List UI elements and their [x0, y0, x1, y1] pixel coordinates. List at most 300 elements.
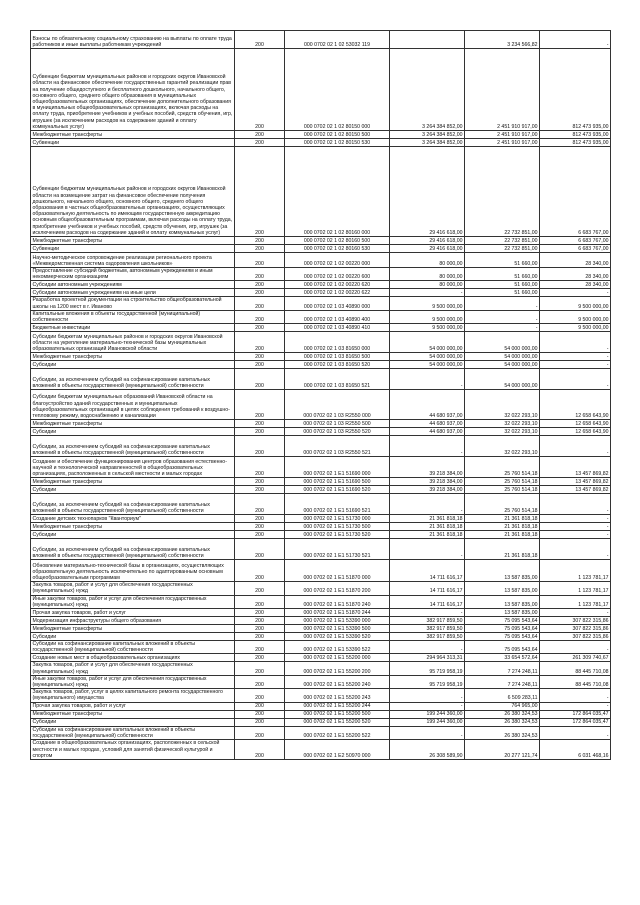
row-executed-cell: 75 095 543,64	[465, 641, 540, 654]
row-classification-cell: 000 0702 02 1 E1 51870 200	[285, 582, 390, 595]
table-row	[31, 609, 611, 617]
row-unexecuted-cell: 172 864 035,47	[540, 710, 611, 718]
row-unexecuted-cell: 1 123 781,17	[540, 595, 611, 608]
row-name-cell: Субсидии	[31, 531, 235, 539]
row-code-cell: 200	[235, 420, 285, 428]
row-executed-cell: 22 732 851,00	[465, 245, 540, 253]
table-row	[31, 486, 611, 494]
row-code-cell: 200	[235, 245, 285, 253]
row-executed-cell: 21 361 818,18	[465, 539, 540, 560]
row-name-cell: Межбюджетные трансферты	[31, 353, 235, 361]
row-name-cell: Бюджетные инвестиции	[31, 324, 235, 332]
row-unexecuted-cell: 12 658 643,90	[540, 420, 611, 428]
row-executed-cell: 2 451 910 917,00	[465, 131, 540, 139]
row-executed-cell: 26 380 324,53	[465, 726, 540, 739]
row-name-cell: Субсидии бюджетам муниципальных образований Ивановской области на благоустройство зданий государственных и муниципальных общеобразовательных организаций в целях соблюдения требований к воздушно-тепловому режиму, водоснабжению и канализации	[31, 390, 235, 420]
row-executed-cell: 32 022 293,10	[465, 428, 540, 436]
row-approved-cell: -	[390, 726, 465, 739]
table-row	[31, 654, 611, 662]
row-classification-cell: 000 0702 02 1 03 R2550 500	[285, 420, 390, 428]
row-approved-cell: 199 244 360,00	[390, 710, 465, 718]
row-approved-cell: 21 361 818,18	[390, 515, 465, 523]
row-code-cell: 200	[235, 582, 285, 595]
row-classification-cell: 000 0702 02 1 E1 53390 500	[285, 625, 390, 633]
row-code-cell: 200	[235, 633, 285, 641]
row-unexecuted-cell: 13 457 869,82	[540, 486, 611, 494]
row-executed-cell: 6 509 283,11	[465, 689, 540, 702]
row-name-cell: Предоставление субсидий бюджетным, автономным учреждениям и иным некоммерческим организациям	[31, 268, 235, 281]
row-executed-cell: 75 095 543,64	[465, 633, 540, 641]
row-name-cell: Субсидии	[31, 361, 235, 369]
row-unexecuted-cell: 1 123 781,17	[540, 560, 611, 582]
row-approved-cell: 9 500 000,00	[390, 297, 465, 310]
row-classification-cell: 000 0702 02 1 E1 53390 522	[285, 641, 390, 654]
row-name-cell: Субсидии	[31, 486, 235, 494]
row-code-cell: 200	[235, 297, 285, 310]
row-approved-cell: 382 917 859,50	[390, 617, 465, 625]
table-row	[31, 281, 611, 289]
row-unexecuted-cell: 6 683 767,00	[540, 245, 611, 253]
row-unexecuted-cell: 28 340,00	[540, 253, 611, 268]
row-approved-cell: 44 680 937,00	[390, 420, 465, 428]
budget-execution-table	[30, 30, 611, 760]
row-code-cell: 200	[235, 237, 285, 245]
row-classification-cell: 000 0702 02 1 E1 55200 522	[285, 726, 390, 739]
row-name-cell: Создание и обеспечение функционирования центров образования естественно-научной и технологической направленностей в общеобразовательных организациях, расположенных в сельской местности и малых городах	[31, 457, 235, 478]
row-classification-cell: 000 0702 02 1 03 81650 521	[285, 369, 390, 390]
row-code-cell: 200	[235, 625, 285, 633]
row-unexecuted-cell: -	[540, 609, 611, 617]
row-code-cell: 200	[235, 689, 285, 702]
row-name-cell: Межбюджетные трансферты	[31, 523, 235, 531]
row-classification-cell: 000 0702 02 1 E1 51870 000	[285, 560, 390, 582]
row-executed-cell: 764 965,00	[465, 702, 540, 710]
table-row	[31, 324, 611, 332]
row-code-cell: 200	[235, 641, 285, 654]
row-unexecuted-cell: 172 864 035,47	[540, 718, 611, 726]
row-executed-cell: 51 660,00	[465, 289, 540, 297]
row-unexecuted-cell: 28 340,00	[540, 268, 611, 281]
row-executed-cell: 75 095 543,64	[465, 625, 540, 633]
row-executed-cell: 21 361 818,18	[465, 531, 540, 539]
row-unexecuted-cell: -	[540, 31, 611, 49]
row-approved-cell: 29 416 618,00	[390, 237, 465, 245]
table-row	[31, 436, 611, 457]
row-unexecuted-cell: 13 457 869,82	[540, 457, 611, 478]
row-code-cell: 200	[235, 324, 285, 332]
row-name-cell: Межбюджетные трансферты	[31, 420, 235, 428]
row-classification-cell: 000 0702 02 1 E1 55200 200	[285, 662, 390, 675]
row-approved-cell: 14 711 616,17	[390, 595, 465, 608]
table-row	[31, 641, 611, 654]
document-page	[30, 30, 610, 760]
row-name-cell: Межбюджетные трансферты	[31, 131, 235, 139]
row-unexecuted-cell: -	[540, 353, 611, 361]
row-name-cell: Прочая закупка товаров, работ и услуг	[31, 609, 235, 617]
row-approved-cell: -	[390, 369, 465, 390]
row-classification-cell: 000 0702 02 1 03 40890 410	[285, 324, 390, 332]
row-approved-cell: -	[390, 641, 465, 654]
row-name-cell: Межбюджетные трансферты	[31, 237, 235, 245]
row-code-cell: 200	[235, 310, 285, 323]
row-classification-cell: 000 0702 02 1 02 80150 000	[285, 49, 390, 131]
row-classification-cell: 000 0702 02 1 02 80160 530	[285, 245, 390, 253]
row-unexecuted-cell: 307 822 315,86	[540, 625, 611, 633]
row-code-cell: 200	[235, 702, 285, 710]
table-row	[31, 662, 611, 675]
row-name-cell: Создание детских технопарков "Кванториум"	[31, 515, 235, 523]
row-classification-cell: 000 0702 02 1 E1 53390 520	[285, 633, 390, 641]
table-row	[31, 689, 611, 702]
row-code-cell: 200	[235, 523, 285, 531]
row-unexecuted-cell: 6 683 767,00	[540, 237, 611, 245]
row-code-cell: 200	[235, 478, 285, 486]
row-approved-cell: 294 964 313,31	[390, 654, 465, 662]
table-row	[31, 131, 611, 139]
row-executed-cell: 33 654 572,64	[465, 654, 540, 662]
row-unexecuted-cell: -	[540, 539, 611, 560]
table-row	[31, 428, 611, 436]
table-row	[31, 147, 611, 237]
row-unexecuted-cell: 307 822 315,86	[540, 617, 611, 625]
table-row	[31, 625, 611, 633]
row-unexecuted-cell: 9 500 000,00	[540, 310, 611, 323]
row-code-cell: 200	[235, 353, 285, 361]
table-row	[31, 633, 611, 641]
row-approved-cell: -	[390, 702, 465, 710]
row-executed-cell: 26 380 324,53	[465, 718, 540, 726]
row-code-cell: 200	[235, 139, 285, 147]
row-name-cell: Субсидии, за исключением субсидий на софинансирование капитальных вложений в объекты государственной (муниципальной) собственности	[31, 494, 235, 515]
row-executed-cell: 2 451 910 917,00	[465, 49, 540, 131]
row-name-cell: Закупка товаров, работ и услуг для обеспечения государственных (муниципальных) нужд	[31, 582, 235, 595]
row-executed-cell: 32 022 293,10	[465, 390, 540, 420]
table-row	[31, 332, 611, 353]
table-row	[31, 718, 611, 726]
row-classification-cell: 000 0702 02 1 E1 55200 520	[285, 718, 390, 726]
table-row	[31, 617, 611, 625]
table-row	[31, 740, 611, 760]
row-classification-cell: 000 0702 02 1 E1 53390 000	[285, 617, 390, 625]
row-name-cell: Закупка товаров, работ, услуг в целях капитального ремонта государственного (муниципального) имущества	[31, 689, 235, 702]
row-approved-cell: 39 218 384,00	[390, 478, 465, 486]
row-classification-cell: 000 0702 02 1 E1 55200 000	[285, 654, 390, 662]
row-executed-cell: 13 587 835,00	[465, 560, 540, 582]
row-classification-cell: 000 0702 02 1 02 00220 600	[285, 268, 390, 281]
row-unexecuted-cell: 812 473 935,00	[540, 139, 611, 147]
row-executed-cell: 13 587 835,00	[465, 582, 540, 595]
table-row	[31, 49, 611, 131]
row-approved-cell: -	[390, 539, 465, 560]
row-classification-cell: 000 0702 02 1 E1 51870 240	[285, 595, 390, 608]
row-code-cell: 200	[235, 531, 285, 539]
row-code-cell: 200	[235, 281, 285, 289]
row-code-cell: 200	[235, 675, 285, 688]
row-unexecuted-cell: -	[540, 494, 611, 515]
row-unexecuted-cell: 13 457 869,82	[540, 478, 611, 486]
row-executed-cell: 25 760 514,18	[465, 486, 540, 494]
row-approved-cell: -	[390, 289, 465, 297]
row-approved-cell: 29 416 618,00	[390, 245, 465, 253]
row-executed-cell: 26 380 324,53	[465, 710, 540, 718]
row-unexecuted-cell: 12 658 643,90	[540, 428, 611, 436]
row-approved-cell: 95 719 958,19	[390, 675, 465, 688]
row-unexecuted-cell: 12 658 643,90	[540, 390, 611, 420]
row-classification-cell: 000 0702 02 1 E1 51730 521	[285, 539, 390, 560]
row-approved-cell: 3 264 384 852,00	[390, 139, 465, 147]
row-code-cell: 200	[235, 486, 285, 494]
row-unexecuted-cell: 88 445 710,08	[540, 662, 611, 675]
table-row	[31, 582, 611, 595]
row-classification-cell: 000 0702 02 1 E1 51690 521	[285, 494, 390, 515]
row-classification-cell: 000 0702 02 1 02 80150 500	[285, 131, 390, 139]
row-name-cell: Создание новых мест в общеобразовательных организациях	[31, 654, 235, 662]
row-approved-cell: 26 308 589,90	[390, 740, 465, 760]
row-unexecuted-cell: -	[540, 531, 611, 539]
row-classification-cell: 000 0702 02 1 02 00220 620	[285, 281, 390, 289]
row-name-cell: Научно-методическое сопровождение реализации регионального проекта «Межведомственная система оздоровления школьников»	[31, 253, 235, 268]
row-classification-cell: 000 0702 02 1 E2 50970 000	[285, 740, 390, 760]
row-approved-cell: 54 000 000,00	[390, 332, 465, 353]
row-unexecuted-cell: 812 473 935,00	[540, 49, 611, 131]
row-approved-cell: 14 711 616,17	[390, 560, 465, 582]
row-unexecuted-cell: -	[540, 515, 611, 523]
row-code-cell: 200	[235, 361, 285, 369]
row-approved-cell: 80 000,00	[390, 268, 465, 281]
row-code-cell: 200	[235, 515, 285, 523]
table-row	[31, 289, 611, 297]
row-unexecuted-cell: 1 123 781,17	[540, 582, 611, 595]
row-name-cell: Субсидии, за исключением субсидий на софинансирование капитальных вложений в объекты государственной (муниципальной) собственности	[31, 369, 235, 390]
row-name-cell: Межбюджетные трансферты	[31, 710, 235, 718]
row-classification-cell: 000 0702 02 1 02 00220 000	[285, 253, 390, 268]
row-classification-cell: 000 0702 02 1 E1 51690 500	[285, 478, 390, 486]
row-classification-cell: 000 0702 02 1 03 R2550 000	[285, 390, 390, 420]
table-row	[31, 539, 611, 560]
row-executed-cell: 13 587 835,00	[465, 595, 540, 608]
row-approved-cell: -	[390, 436, 465, 457]
table-row	[31, 253, 611, 268]
row-executed-cell: 22 732 851,00	[465, 237, 540, 245]
row-classification-cell: 000 0702 02 1 E1 51730 520	[285, 531, 390, 539]
row-approved-cell: 39 218 384,00	[390, 457, 465, 478]
table-row	[31, 369, 611, 390]
row-executed-cell: 25 760 514,18	[465, 494, 540, 515]
row-name-cell: Создание в общеобразовательных организациях, расположенных в сельской местности и малых городах, условий для занятий физической культурой и спортом	[31, 740, 235, 760]
row-classification-cell: 000 0702 02 1 E1 51730 000	[285, 515, 390, 523]
row-code-cell: 200	[235, 369, 285, 390]
row-name-cell: Капитальные вложения в объекты государственной (муниципальной) собственности	[31, 310, 235, 323]
row-name-cell: Субвенции	[31, 245, 235, 253]
row-unexecuted-cell: 812 473 935,00	[540, 131, 611, 139]
row-executed-cell: 20 277 121,74	[465, 740, 540, 760]
row-classification-cell: 000 0702 02 1 E1 51690 520	[285, 486, 390, 494]
row-name-cell: Взносы по обязательному социальному страхованию на выплаты по оплате труда работников и иные выплаты работникам учреждений	[31, 31, 235, 49]
row-executed-cell: 25 760 514,18	[465, 478, 540, 486]
row-approved-cell: 29 416 618,00	[390, 147, 465, 237]
row-name-cell: Обновление материально-технической базы в организациях, осуществляющих образовательную деятельность исключительно по адаптированным основным общеобразовательным программам	[31, 560, 235, 582]
row-unexecuted-cell: 9 500 000,00	[540, 324, 611, 332]
row-approved-cell: -	[390, 609, 465, 617]
row-approved-cell: 44 680 937,00	[390, 428, 465, 436]
row-unexecuted-cell: 88 445 710,08	[540, 675, 611, 688]
table-row	[31, 245, 611, 253]
row-executed-cell: 51 660,00	[465, 253, 540, 268]
row-approved-cell: -	[390, 494, 465, 515]
row-code-cell: 200	[235, 31, 285, 49]
row-executed-cell: 21 361 818,18	[465, 515, 540, 523]
row-code-cell: 200	[235, 654, 285, 662]
row-code-cell: 200	[235, 609, 285, 617]
row-code-cell: 200	[235, 740, 285, 760]
row-approved-cell: 9 500 000,00	[390, 324, 465, 332]
table-body	[31, 31, 611, 760]
table-row	[31, 297, 611, 310]
row-code-cell: 200	[235, 436, 285, 457]
row-name-cell: Субсидии	[31, 428, 235, 436]
row-approved-cell: 3 264 384 852,00	[390, 131, 465, 139]
row-executed-cell: 75 095 543,64	[465, 617, 540, 625]
row-code-cell: 200	[235, 49, 285, 131]
row-classification-cell: 000 0702 02 1 03 81650 520	[285, 361, 390, 369]
table-row	[31, 494, 611, 515]
row-unexecuted-cell: 307 822 315,86	[540, 633, 611, 641]
row-classification-cell: 000 0702 02 1 E1 55200 243	[285, 689, 390, 702]
row-approved-cell: 54 000 000,00	[390, 353, 465, 361]
row-unexecuted-cell: -	[540, 702, 611, 710]
row-code-cell: 200	[235, 710, 285, 718]
row-executed-cell: 54 000 000,00	[465, 353, 540, 361]
row-executed-cell: 3 234 566,82	[465, 31, 540, 49]
row-unexecuted-cell: -	[540, 726, 611, 739]
row-name-cell: Субвенции	[31, 139, 235, 147]
row-classification-cell: 000 0702 02 1 E1 55200 500	[285, 710, 390, 718]
row-classification-cell: 000 0702 02 1 E1 51690 000	[285, 457, 390, 478]
row-code-cell: 200	[235, 662, 285, 675]
row-code-cell: 200	[235, 494, 285, 515]
table-row	[31, 390, 611, 420]
table-row	[31, 353, 611, 361]
row-executed-cell: 7 274 248,11	[465, 662, 540, 675]
row-classification-cell: 000 0702 02 1 03 R2550 520	[285, 428, 390, 436]
row-executed-cell: 22 732 851,00	[465, 147, 540, 237]
row-code-cell: 200	[235, 147, 285, 237]
table-row	[31, 31, 611, 49]
table-row	[31, 531, 611, 539]
row-code-cell: 200	[235, 726, 285, 739]
row-classification-cell: 000 0702 02 1 03 R2550 521	[285, 436, 390, 457]
row-approved-cell: 54 000 000,00	[390, 361, 465, 369]
row-name-cell: Прочая закупка товаров, работ и услуг	[31, 702, 235, 710]
row-executed-cell: 21 361 818,18	[465, 523, 540, 531]
table-row	[31, 523, 611, 531]
row-executed-cell: -	[465, 324, 540, 332]
row-unexecuted-cell: -	[540, 332, 611, 353]
row-code-cell: 200	[235, 539, 285, 560]
row-name-cell: Субсидии автономным учреждениям на иные цели	[31, 289, 235, 297]
row-executed-cell: 32 022 293,10	[465, 436, 540, 457]
row-approved-cell: 382 917 859,50	[390, 633, 465, 641]
row-name-cell: Субсидии на софинансирование капитальных вложений в объекты государственной (муниципальной) собственности	[31, 641, 235, 654]
row-executed-cell: 51 660,00	[465, 281, 540, 289]
row-unexecuted-cell: -	[540, 523, 611, 531]
row-name-cell: Субвенции бюджетам муниципальных районов и городских округов Ивановской области на финансовое обеспечение государственных гарантий реализации прав на получение общедоступного и бесплатного дошкольного, начального общего, основного общего, среднего общего образования в муниципальных общеобразовательных организациях, обеспечение дополнительного образования в муниципальных общеобразовательных организациях, включая расходы на оплату труда, приобретение учебников и учебных пособий, средств обучения, игр, игрушек (за исключением расходов на содержание зданий и оплату коммунальных услуг)	[31, 49, 235, 131]
row-classification-cell: 000 0702 02 1 03 40890 000	[285, 297, 390, 310]
row-code-cell: 200	[235, 253, 285, 268]
row-unexecuted-cell: 28 340,00	[540, 281, 611, 289]
row-code-cell: 200	[235, 268, 285, 281]
row-classification-cell: 000 0702 02 1 E1 55200 244	[285, 702, 390, 710]
row-name-cell: Субвенции бюджетам муниципальных районов и городских округов Ивановской области на возмещение затрат на финансовое обеспечение получения дошкольного, начального общего, основного общего, среднего общего образования в частных общеобразовательных организациях, осуществляющих образовательную деятельность по имеющим государственную аккредитацию основным общеобразовательным программам, включая расходы на оплату труда, приобретение учебников и учебных пособий, средств обучения, игр, игрушек (за исключением расходов на содержание зданий и оплату коммунальных услуг)	[31, 147, 235, 237]
table-row	[31, 310, 611, 323]
row-executed-cell: 54 000 000,00	[465, 361, 540, 369]
table-row	[31, 560, 611, 582]
row-classification-cell: 000 0702 02 1 E1 51730 500	[285, 523, 390, 531]
row-executed-cell: -	[465, 310, 540, 323]
row-classification-cell: 000 0702 02 1 02 80160 000	[285, 147, 390, 237]
row-code-cell: 200	[235, 718, 285, 726]
row-name-cell: Модернизация инфраструктуры общего образования	[31, 617, 235, 625]
row-unexecuted-cell: 6 031 468,16	[540, 740, 611, 760]
row-executed-cell: 2 451 910 917,00	[465, 139, 540, 147]
table-row	[31, 726, 611, 739]
row-name-cell: Иные закупки товаров, работ и услуг для обеспечения государственных (муниципальных) нужд	[31, 675, 235, 688]
row-code-cell: 200	[235, 560, 285, 582]
row-name-cell: Иные закупки товаров, работ и услуг для обеспечения государственных (муниципальных) нужд	[31, 595, 235, 608]
row-unexecuted-cell: 261 309 740,67	[540, 654, 611, 662]
table-row	[31, 139, 611, 147]
row-approved-cell: 14 711 616,17	[390, 582, 465, 595]
row-executed-cell: 32 022 293,10	[465, 420, 540, 428]
row-classification-cell: 000 0702 02 1 02 80150 530	[285, 139, 390, 147]
table-row	[31, 361, 611, 369]
table-row	[31, 478, 611, 486]
table-row	[31, 702, 611, 710]
row-classification-cell: 000 0702 02 1 02 53032 119	[285, 31, 390, 49]
row-executed-cell: -	[465, 297, 540, 310]
row-approved-cell: 21 361 818,18	[390, 523, 465, 531]
row-approved-cell: 39 218 384,00	[390, 486, 465, 494]
table-row	[31, 710, 611, 718]
row-approved-cell	[390, 31, 465, 49]
row-executed-cell: 51 660,00	[465, 268, 540, 281]
row-classification-cell: 000 0702 02 1 03 81650 500	[285, 353, 390, 361]
row-name-cell: Межбюджетные трансферты	[31, 478, 235, 486]
row-unexecuted-cell: 6 683 767,00	[540, 147, 611, 237]
row-approved-cell: 199 244 360,00	[390, 718, 465, 726]
row-name-cell: Субсидии	[31, 633, 235, 641]
row-name-cell: Субсидии на софинансирование капитальных вложений в объекты государственной (муниципальной) собственности	[31, 726, 235, 739]
table-row	[31, 268, 611, 281]
row-unexecuted-cell: -	[540, 369, 611, 390]
row-name-cell: Субсидии, за исключением субсидий на софинансирование капитальных вложений в объекты государственной (муниципальной) собственности	[31, 436, 235, 457]
row-approved-cell: -	[390, 689, 465, 702]
row-name-cell: Разработка проектной документации на строительство общеобразовательной школы на 1200 мест в г. Иваново	[31, 297, 235, 310]
row-unexecuted-cell: -	[540, 436, 611, 457]
row-approved-cell: 44 680 937,00	[390, 390, 465, 420]
table-row	[31, 675, 611, 688]
row-name-cell: Субсидии, за исключением субсидий на софинансирование капитальных вложений в объекты государственной (муниципальной) собственности	[31, 539, 235, 560]
row-code-cell: 200	[235, 332, 285, 353]
row-classification-cell: 000 0702 02 1 03 81650 000	[285, 332, 390, 353]
row-approved-cell: 3 264 384 852,00	[390, 49, 465, 131]
row-executed-cell: 54 000 000,00	[465, 369, 540, 390]
row-approved-cell: 382 917 859,50	[390, 625, 465, 633]
row-executed-cell: 13 587 835,00	[465, 609, 540, 617]
row-classification-cell: 000 0702 02 1 E1 55200 240	[285, 675, 390, 688]
row-name-cell: Субсидии бюджетам муниципальных районов и городских округов Ивановской области на укрепление материально-технической базы муниципальных образовательных организаций Ивановской области	[31, 332, 235, 353]
table-row	[31, 237, 611, 245]
